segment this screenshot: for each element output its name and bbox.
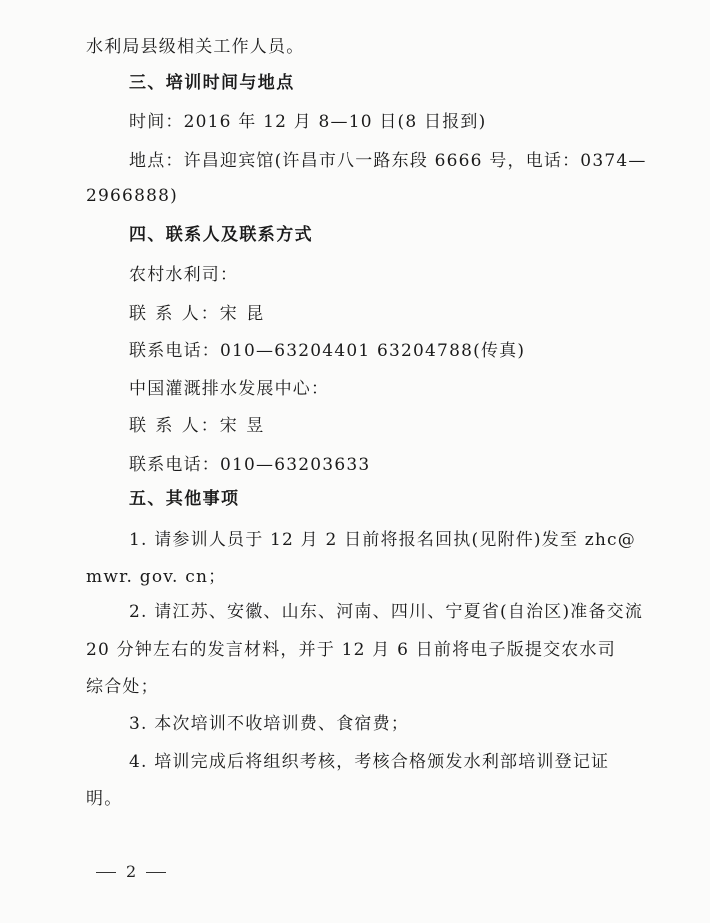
body-text-line: 农村水利司： (129, 265, 239, 285)
page-number: 2 (126, 862, 137, 881)
body-text-line: 地点：许昌迎宾馆(许昌市八一路东段 6666 号，电话：0374— (129, 151, 647, 171)
body-text-line: 综合处； (86, 677, 159, 697)
footer-dash-left (96, 872, 116, 873)
body-text-line: 中国灌溉排水发展中心： (129, 379, 330, 399)
contact-phone-line: 联系电话：010—63203633 (129, 455, 371, 475)
body-text-line: 4. 培训完成后将组织考核，考核合格颁发水利部培训登记证 (129, 752, 610, 772)
body-text-line: 明。 (86, 789, 123, 809)
contact-person-line: 联 系 人：宋 昆 (129, 304, 266, 324)
footer-dash-right (146, 872, 166, 873)
body-text-line: 3. 本次培训不收培训费、食宿费； (129, 714, 410, 734)
contact-phone-line: 联系电话：010—63204401 63204788(传真) (129, 341, 526, 361)
body-text-line: 2. 请江苏、安徽、山东、河南、四川、宁夏省(自治区)准备交流 (129, 602, 644, 622)
body-text-line: 2966888) (86, 186, 178, 206)
section-heading-4: 四、联系人及联系方式 (129, 225, 313, 245)
body-text-line: 水利局县级相关工作人员。 (86, 37, 305, 57)
body-text-line: 1. 请参训人员于 12 月 2 日前将报名回执(见附件)发至 zhc@ (129, 530, 636, 550)
page-footer (96, 862, 166, 882)
section-heading-5: 五、其他事项 (129, 489, 240, 509)
body-text-line: 20 分钟左右的发言材料，并于 12 月 6 日前将电子版提交农水司 (86, 640, 616, 660)
section-heading-3: 三、培训时间与地点 (129, 73, 295, 93)
contact-person-line: 联 系 人：宋 昱 (129, 416, 266, 436)
body-text-line: 时间：2016 年 12 月 8—10 日(8 日报到) (129, 112, 487, 132)
body-text-line: mwr. gov. cn； (86, 567, 227, 587)
